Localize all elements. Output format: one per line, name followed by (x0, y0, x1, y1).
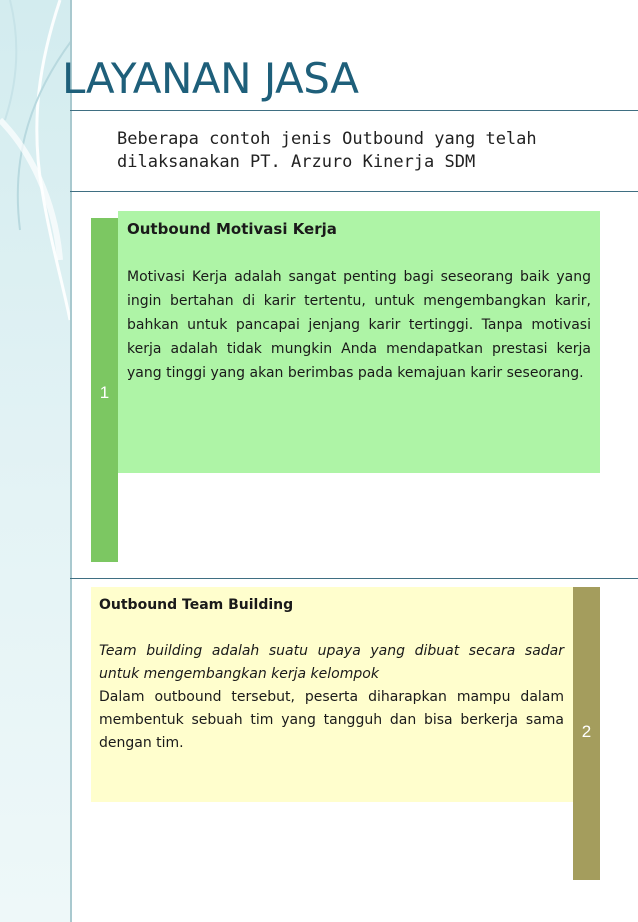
card-1-number: 1 (99, 383, 110, 402)
card-2-body: Dalam outbound tersebut, peserta diharapkan mampu dalam membentuk sebuah tim yang tangguh dan bisa berkerja sama dengan tim. (99, 689, 564, 751)
title-underline (70, 110, 638, 111)
card-1-body: Motivasi Kerja adalah sangat penting bagi seseorang baik yang ingin bertahan di karir tertentu, untuk mengembangkan karir, bahkan untuk pancapai jenjang karir tertinggi. Tanpa motivasi kerja adalah tidak mungkin Anda mendapatkan prestasi kerja yang tinggi yang akan berimbas pada kemajuan karir seseorang. (127, 269, 591, 381)
subtitle-underline (70, 191, 638, 192)
decorative-curves (0, 0, 72, 330)
card-2-number: 2 (581, 722, 592, 741)
band-edge-line (70, 0, 72, 922)
page-subtitle: Beberapa contoh jenis Outbound yang telah dilaksanakan PT. Arzuro Kinerja SDM (117, 129, 537, 172)
section-divider (70, 578, 638, 579)
card-2-definition: Team building adalah suatu upaya yang dibuat secara sadar untuk mengembangkan kerja kelompok (99, 643, 564, 682)
page-title: LAYANAN JASA (62, 54, 359, 103)
card-2-title: Outbound Team Building (99, 597, 294, 613)
card-1-title: Outbound Motivasi Kerja (127, 220, 337, 238)
